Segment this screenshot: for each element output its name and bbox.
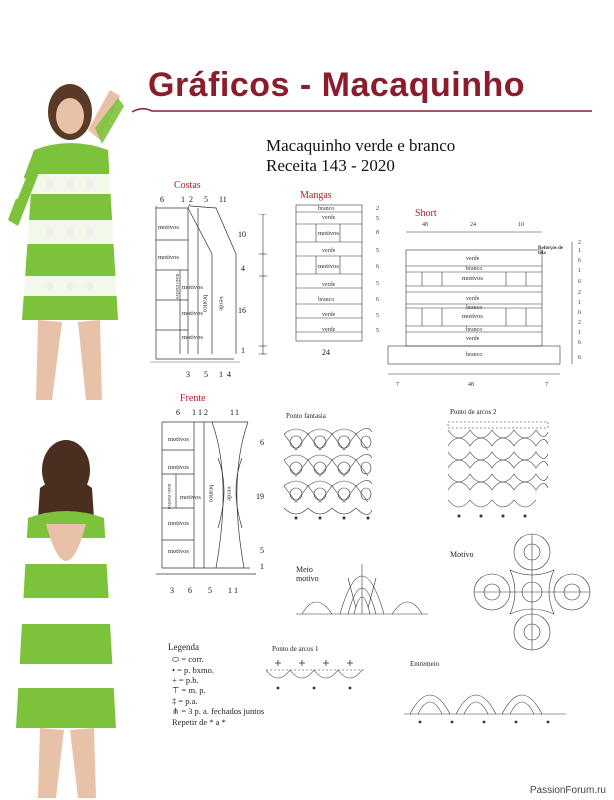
costas-cell: motivos xyxy=(182,284,203,291)
short-band: branco xyxy=(466,327,483,333)
short-top-num: 48 xyxy=(422,222,428,228)
short-bottom-num: 7 xyxy=(545,382,548,388)
mangas-label: Mangas xyxy=(300,190,332,201)
mangas-bottom-num: 24 xyxy=(322,348,330,357)
short-band: verde xyxy=(466,256,480,262)
short-band: branco xyxy=(466,352,483,358)
model-back-illustration xyxy=(0,428,132,800)
mangas-band: verde xyxy=(322,248,336,254)
mangas-band: verde xyxy=(322,215,336,221)
costas-bottom-num: 1 xyxy=(219,370,223,379)
costas-top-num: 11 xyxy=(219,195,227,204)
mangas-band: motivos xyxy=(318,230,339,237)
costas-cell: motivos xyxy=(182,310,203,317)
short-side-num: 1 xyxy=(578,248,581,254)
stitch-meio-motivo-chart xyxy=(292,544,432,620)
costas-top-num: 1 xyxy=(181,195,185,204)
frente-top-num: 1 xyxy=(192,408,196,417)
cluster-icon: ⋔ xyxy=(172,706,182,716)
frente-label: Frente xyxy=(180,393,206,404)
short-band: verde xyxy=(466,336,480,342)
legend-item: + = p.b. xyxy=(172,675,199,685)
short-side-num: 6 xyxy=(578,355,581,361)
single-crochet-icon: + xyxy=(172,675,179,685)
title-underline xyxy=(132,102,592,116)
costas-cell-meio: meio motivo xyxy=(174,273,180,300)
frente-top-num: 1 xyxy=(230,408,234,417)
slip-stitch-icon: • xyxy=(172,665,178,675)
mangas-band: verde xyxy=(322,282,336,288)
frente-bottom-num: 1 xyxy=(228,586,232,595)
costas-cell: motivos xyxy=(182,334,203,341)
mangas-band: verde xyxy=(322,327,336,333)
legend-item: ‡ = p.a. xyxy=(172,696,198,706)
mangas-side-num: 5 xyxy=(376,313,379,319)
frente-cell: motivos xyxy=(168,436,189,443)
short-bottom-num: 48 xyxy=(468,382,474,388)
stitch-fantasia-label: Ponto fantasia xyxy=(286,412,326,420)
mangas-band: branco xyxy=(318,206,335,212)
frente-bottom-num: 1 xyxy=(234,586,238,595)
mangas-side-num: 8 xyxy=(376,230,379,236)
mangas-side-num: 5 xyxy=(376,248,379,254)
costas-top-num: 5 xyxy=(204,195,208,204)
model-front-illustration xyxy=(0,70,132,406)
mangas-side-num: 5 xyxy=(376,216,379,222)
stitch-arcos2-chart xyxy=(444,420,554,520)
frente-cell-verde: verde xyxy=(225,486,233,501)
half-double-icon: ⊤ xyxy=(172,685,182,695)
mangas-band: verde xyxy=(322,312,336,318)
costas-top-num: 2 xyxy=(189,195,193,204)
stitch-meio-motivo-label: Meio motivo xyxy=(296,565,319,583)
costas-cell-verde: verde xyxy=(217,296,225,311)
stitch-arcos2-label: Ponto de arcos 2 xyxy=(450,408,497,416)
short-band: verde xyxy=(466,296,480,302)
short-side-num: 1 xyxy=(578,330,581,336)
mangas-side-num: 5 xyxy=(376,328,379,334)
pattern-heading-line1: Macaquinho verde e branco xyxy=(266,136,456,155)
short-band: motivos xyxy=(462,313,483,320)
short-side-num: 1 xyxy=(578,300,581,306)
frente-cell-branco: branco xyxy=(207,484,215,503)
frente-cell: motivos xyxy=(180,494,201,501)
frente-side-num: 6 xyxy=(260,438,264,447)
stitch-entremeio-label: Entremeio xyxy=(410,660,440,668)
frente-top-num: 2 xyxy=(204,408,208,417)
costas-side-num: 4 xyxy=(241,264,245,273)
stitch-arcos1-chart xyxy=(262,656,370,692)
frente-top-num: 1 xyxy=(235,408,239,417)
short-top-num: 10 xyxy=(518,222,524,228)
costas-side-num: 16 xyxy=(238,306,246,315)
frente-bottom-num: 6 xyxy=(188,586,192,595)
costas-side-num: 1 xyxy=(241,346,245,355)
stitch-arcos1-label: Ponto de arcos 1 xyxy=(272,645,319,653)
frente-cell: motivos xyxy=(168,548,189,555)
frente-side-num: 1 xyxy=(260,562,264,571)
short-note: Reforços de tela xyxy=(538,246,564,256)
short-top-num: 24 xyxy=(470,222,476,228)
short-side-num: 6 xyxy=(578,310,581,316)
stitch-motivo-chart xyxy=(470,530,594,654)
mangas-band: branco xyxy=(318,297,335,303)
short-band: branco xyxy=(466,305,483,311)
short-band: branco xyxy=(466,266,483,272)
costas-scale xyxy=(256,214,270,356)
frente-top-num: 6 xyxy=(176,408,180,417)
costas-side-num: 10 xyxy=(238,230,246,239)
legend-list xyxy=(172,654,264,727)
frente-bottom-num: 3 xyxy=(170,586,174,595)
mangas-side-num: 6 xyxy=(376,297,379,303)
legend-item: • = p. bxmo. xyxy=(172,665,215,675)
mangas-side-num: 2 xyxy=(376,206,379,212)
short-side-num: 1 xyxy=(578,268,581,274)
mangas-side-num: 5 xyxy=(376,281,379,287)
legend-title: Legenda xyxy=(168,642,199,652)
chain-icon: ⬭ xyxy=(172,654,182,664)
costas-cell-branco: branco xyxy=(201,294,209,313)
legend-repeat: Repetir de * a * xyxy=(172,717,226,727)
frente-side-num: 5 xyxy=(260,546,264,555)
short-band: motivos xyxy=(462,275,483,282)
costas-bottom-num: 3 xyxy=(186,370,190,379)
short-label: Short xyxy=(415,208,437,219)
short-side-num: 6 xyxy=(578,340,581,346)
double-crochet-icon: ‡ xyxy=(172,696,179,706)
model-photo-back xyxy=(0,428,132,800)
short-side-num: 6 xyxy=(578,258,581,264)
short-bottom-num: 7 xyxy=(396,382,399,388)
page-title: Gráficos - Macaquinho xyxy=(148,66,525,104)
frente-cell: motivos xyxy=(168,464,189,471)
costas-label: Costas xyxy=(174,180,201,191)
mangas-band: motivos xyxy=(318,263,339,270)
frente-cell: motivos xyxy=(168,520,189,527)
short-side-num: 2 xyxy=(578,290,581,296)
model-photo-front xyxy=(0,70,132,406)
stitch-fantasia-chart xyxy=(280,424,376,524)
frente-cell-meio: meio motivo xyxy=(166,483,172,510)
costas-bottom-num: 5 xyxy=(204,370,208,379)
short-side-num: 2 xyxy=(578,240,581,246)
costas-cell: motivos xyxy=(158,224,179,231)
pattern-heading-line2: Receita 143 - 2020 xyxy=(266,156,395,175)
mangas-side-num: 6 xyxy=(376,264,379,270)
short-side-num: 6 xyxy=(578,279,581,285)
short-side-num: 2 xyxy=(578,320,581,326)
costas-bottom-num: 4 xyxy=(227,370,231,379)
costas-cell: motivos xyxy=(158,254,179,261)
legend-item: ⊤ = m. p. xyxy=(172,685,206,695)
frente-bottom-num: 5 xyxy=(208,586,212,595)
legend-item: ⬭ = corr. xyxy=(172,654,204,664)
legend-item: ⋔ = 3 p. a. fechados juntos xyxy=(172,706,265,716)
frente-side-num: 19 xyxy=(256,492,264,501)
costas-top-num: 6 xyxy=(160,195,164,204)
watermark: PassionForum.ru xyxy=(529,785,606,796)
stitch-entremeio-chart xyxy=(400,670,570,728)
stitch-motivo-label: Motivo xyxy=(450,550,474,559)
frente-top-num: 1 xyxy=(198,408,202,417)
mangas-diagram xyxy=(294,204,364,344)
